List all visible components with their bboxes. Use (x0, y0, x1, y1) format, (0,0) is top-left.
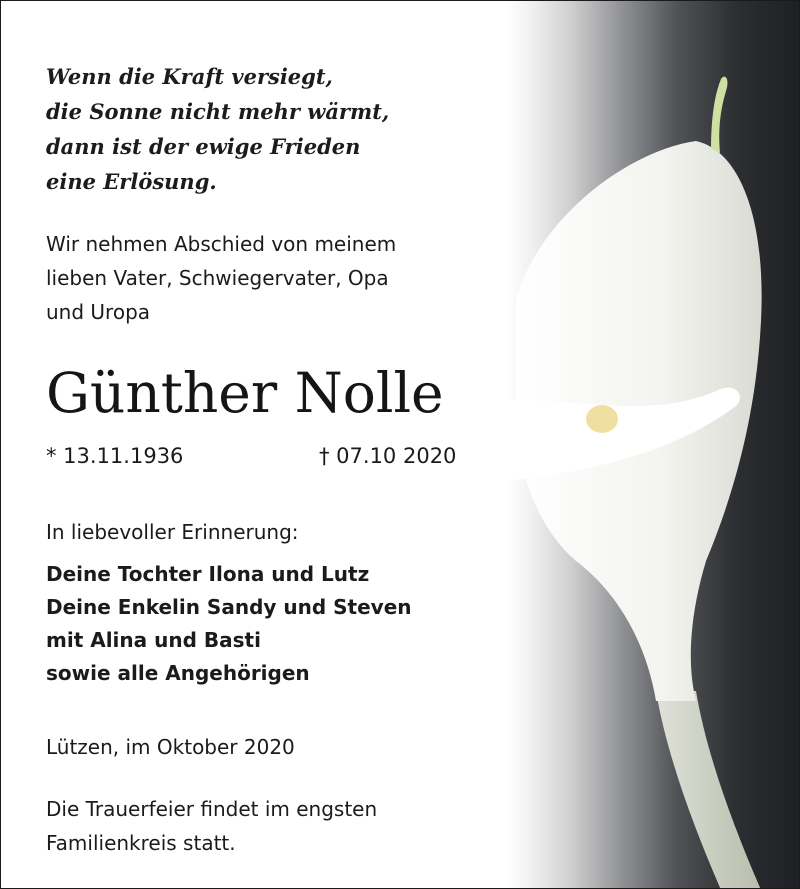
poem (46, 59, 389, 199)
remembrance-heading: In liebevoller Erinnerung: (46, 520, 299, 544)
mourner-line: Deine Enkelin Sandy und Steven (46, 595, 412, 619)
deceased-name: Günther Nolle (46, 361, 444, 425)
poem-line: eine Erlösung. (46, 169, 217, 194)
notice-line: Die Trauerfeier findet im engsten (46, 797, 378, 821)
calla-lily-image (506, 1, 800, 889)
mourners-list (46, 558, 412, 690)
place-and-date: Lützen, im Oktober 2020 (46, 735, 295, 759)
farewell-line: lieben Vater, Schwiegervater, Opa (46, 266, 389, 290)
mourner-line: Deine Tochter Ilona und Lutz (46, 562, 370, 586)
notice-line: Familienkreis statt. (46, 831, 236, 855)
poem-line: die Sonne nicht mehr wärmt, (46, 99, 390, 124)
mourner-line: mit Alina und Basti (46, 628, 261, 652)
poem-line: Wenn die Kraft versiegt, (46, 64, 333, 89)
funeral-notice (46, 792, 377, 860)
farewell-line: Wir nehmen Abschied von meinem (46, 232, 397, 256)
farewell-text (46, 227, 396, 329)
mourner-line: sowie alle Angehörigen (46, 661, 310, 685)
poem-line: dann ist der ewige Frieden (46, 134, 361, 159)
birth-date: * 13.11.1936 (46, 444, 184, 468)
death-date: † 07.10 2020 (319, 444, 457, 468)
calla-lily-illustration (506, 1, 800, 889)
farewell-line: und Uropa (46, 300, 151, 324)
